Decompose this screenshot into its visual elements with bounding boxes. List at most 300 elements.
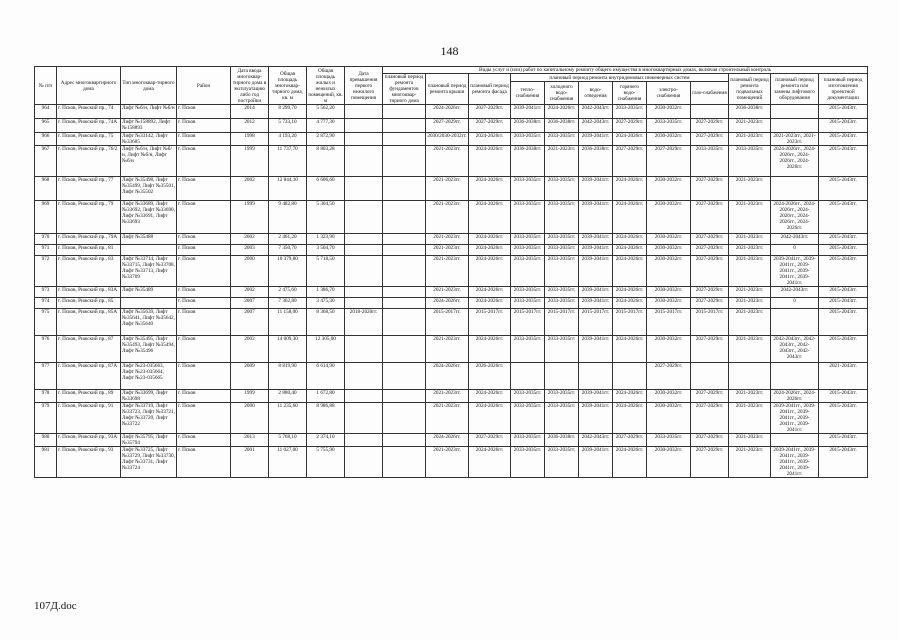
header-works-group: Виды услуг и (или) работ по капитальному ремонту общего имущества в многоквартирных домах, включая строительный контроль: [383, 67, 868, 74]
row-cell-hot-water: 2024-2026гг.: [613, 403, 647, 434]
row-elevator-type: Лифт №33719, Лифт №33723, Лифт №33721, Лифт №33720, Лифт №33722: [121, 403, 177, 434]
row-address: г. Псков, Рижский пр., 76/2: [57, 146, 121, 177]
row-cell-gas: 2033-2035гг.: [691, 146, 729, 177]
row-cell-elevator: 2042-2043гг.: [771, 234, 819, 245]
row-cell-electricity: 2030-2032гг.: [647, 447, 691, 478]
row-cell-cold-water: 2033-2035гг.: [545, 133, 579, 146]
row-cell-foundation: [383, 403, 426, 434]
row-address: г. Псков, Рижский пр., 89: [57, 390, 121, 403]
row-year: 1998: [231, 133, 269, 146]
row-cell-hot-water: 2027-2029гг.: [613, 119, 647, 133]
row-cell-gas: 2027-2029гг.: [691, 177, 729, 201]
row-cell-elevator: [771, 177, 819, 201]
row-total-area: 5 733,10: [269, 119, 307, 133]
row-cell-hot-water: 2024-2026гг.: [613, 287, 647, 298]
row-elevator-type: Лифт №33725, Лифт №33729, Лифт №33730, Лифт №33731, Лифт №33724: [121, 447, 177, 478]
row-cell-design: 2015-2043гг.: [819, 309, 868, 336]
row-address: г. Псков, Рижский пр., 81: [57, 245, 121, 256]
row-cell-roof: 2024-2026гг.: [426, 298, 469, 309]
row-cell-facade: 2024-2026гг.: [469, 287, 511, 298]
row-residential-area: 8 803,28: [307, 146, 345, 177]
row-cell-design: 2015-2043гг.: [819, 146, 868, 177]
row-elevator-type: Лифт №33689, Лифт №33692, Лифт №33690, Лифт №33691, Лифт №33693: [121, 201, 177, 234]
row-address: г. Псков, Рижский пр., 93: [57, 447, 121, 478]
row-cell-foundation: [383, 256, 426, 287]
table-row: [35, 447, 868, 478]
row-cell-roof: 2021-2023гг.: [426, 177, 469, 201]
row-cell-gas: [691, 363, 729, 390]
table-row: [35, 403, 868, 434]
row-cell-cold-water: 2033-2035гг.: [545, 201, 579, 234]
row-cell-elevator: 2042-2043гг.: [771, 287, 819, 298]
row-cell-facade: 2026-2026гг.: [469, 363, 511, 390]
row-cell-electricity: 2030-2032гг.: [647, 201, 691, 234]
header-col-roof: плановый период ремонта крыши: [426, 74, 469, 105]
row-cell-cold-water: 2036-2038гг.: [545, 434, 579, 447]
row-cell-elevator: 2039-2041гг., 2039-2041гг., 2039-2041гг., 2039-2041гг., 2039-2041гг.: [771, 403, 819, 434]
row-cell-hot-water: 2024-2026гг.: [613, 177, 647, 201]
table-row: [35, 105, 868, 119]
row-district: г. Псков: [177, 146, 231, 177]
table-row: [35, 336, 868, 363]
row-number: 964: [35, 105, 57, 119]
row-address: г. Псков, Рижский пр., 85А: [57, 309, 121, 336]
row-district: г. Псков: [177, 177, 231, 201]
row-cell-gas: 2027-2029гг.: [691, 390, 729, 403]
row-cell-hot-water: 2015-2017гг.: [613, 309, 647, 336]
row-number: 978: [35, 390, 57, 403]
row-cell-heating: 2033-2035гг.: [511, 256, 545, 287]
row-cell-roof: 2021-2023гг.: [426, 403, 469, 434]
row-cell-basement: 2036-2038гг.: [729, 105, 771, 119]
header-residential-area: Общая площадь жилых и нежилых помещений, кв. м: [308, 67, 343, 104]
row-residential-area: 2 374,10: [307, 434, 345, 447]
row-cell-design: 2021-2043гг.: [819, 363, 868, 390]
row-number: 972: [35, 256, 57, 287]
row-cell-electricity: 2030-2032гг.: [647, 245, 691, 256]
row-number: 966: [35, 133, 57, 146]
row-total-area: 2 880,40: [269, 390, 307, 403]
row-total-area: 11 027,00: [269, 447, 307, 478]
row-cell-hot-water: 2033-2035гг.: [613, 105, 647, 119]
table-row: [35, 390, 868, 403]
row-cell-heating: 2036-2038гг.: [511, 146, 545, 177]
row-cell-elevator: [771, 363, 819, 390]
row-cell-basement: 2021-2023гг.: [729, 256, 771, 287]
row-cell-basement: 2021-2023гг.: [729, 234, 771, 245]
row-cell-cold-water: [545, 363, 579, 390]
row-cell-basement: 2021-2023гг.: [729, 390, 771, 403]
row-residential-area: 5 718,50: [307, 256, 345, 287]
row-number: 971: [35, 245, 57, 256]
row-cell-cold-water: 2033-2035гг.: [545, 177, 579, 201]
row-cell-foundation: [383, 287, 426, 298]
row-district: г. Псков: [177, 256, 231, 287]
row-cell-facade: 2024-2026гг.: [469, 256, 511, 287]
row-elevator-type: Лифт №158892, Лифт №158893: [121, 119, 177, 133]
table-row: [35, 245, 868, 256]
row-address: г. Псков, Рижский пр., 87: [57, 336, 121, 363]
row-year: 2007: [231, 298, 269, 309]
row-number: 975: [35, 309, 57, 336]
row-residential-area: 3 475,30: [307, 298, 345, 309]
row-elevator-type: [121, 245, 177, 256]
row-residential-area: 8 986,88: [307, 403, 345, 434]
row-cell-electricity: 2033-2035гг.: [647, 119, 691, 133]
row-cell-elevator: 2021-2023гг., 2021-2023гг.: [771, 133, 819, 146]
row-number: 969: [35, 201, 57, 234]
row-year: 2001: [231, 447, 269, 478]
row-cell-electricity: 2030-2032гг.: [647, 234, 691, 245]
row-residential-area: 1 386,70: [307, 287, 345, 298]
row-number: 974: [35, 298, 57, 309]
row-cell-cold-water: 2033-2035гг.: [545, 245, 579, 256]
row-cell-drainage: 2039-2041гг.: [579, 245, 613, 256]
row-residential-area: 5 562,20: [307, 105, 345, 119]
row-elevator-type: Лифт №35639, Лифт №35641, Лифт №35642, Лифт №35640: [121, 309, 177, 336]
row-district: г. Псков: [177, 403, 231, 434]
row-address: г. Псков, Рижский пр., 91: [57, 403, 121, 434]
row-cell-drainage: 2039-2041гг.: [579, 201, 613, 234]
row-cell-facade: 2024-2026гг.: [469, 177, 511, 201]
row-cell-drainage: 2039-2041гг.: [579, 390, 613, 403]
row-number: 970: [35, 234, 57, 245]
row-cell-hot-water: 2024-2026гг.: [613, 245, 647, 256]
row-cell-heating: 2033-2035гг.: [511, 434, 545, 447]
footer-filename: 107Д.doc: [34, 600, 77, 612]
table-header: [35, 67, 868, 105]
row-cell-basement: [729, 363, 771, 390]
row-number: 973: [35, 287, 57, 298]
row-cell-gas: 2027-2029гг.: [691, 287, 729, 298]
row-residential-area: 6 606,60: [307, 177, 345, 201]
row-elevator-type: Лифт №б/н, Лифт №б/н: [121, 105, 177, 119]
table-row: [35, 119, 868, 133]
row-cell-design: 2015-2043гг.: [819, 119, 868, 133]
header-col-elevator: плановый период ремонта или замены лифтового оборудования: [771, 74, 819, 105]
row-year: 2014: [231, 105, 269, 119]
row-nonresidential-date: [345, 403, 383, 434]
row-number: 965: [35, 119, 57, 133]
row-cell-heating: 2033-2035гг.: [511, 403, 545, 434]
row-cell-cold-water: 2033-2035гг.: [545, 447, 579, 478]
row-cell-facade: 2027-2029гг.: [469, 119, 511, 133]
row-cell-drainage: 2042-2043гг.: [579, 119, 613, 133]
row-total-area: 7 350,70: [269, 245, 307, 256]
row-year: 2000: [231, 403, 269, 434]
row-total-area: 9 482,80: [269, 201, 307, 234]
row-nonresidential-date: [345, 336, 383, 363]
row-cell-elevator: 2039-2041гг., 2039-2041гг., 2039-2041гг., 2039-2041гг., 2039-2041гг.: [771, 447, 819, 478]
row-elevator-type: Лифт №35489: [121, 287, 177, 298]
row-cell-hot-water: 2024-2026гг.: [613, 390, 647, 403]
row-cell-foundation: [383, 309, 426, 336]
row-cell-heating: 2033-2035гг.: [511, 133, 545, 146]
row-cell-elevator: 2042-2043гг., 2042-2043гг., 2042-2043гг., 2042-2043гг.: [771, 336, 819, 363]
row-cell-hot-water: 2027-2029гг.: [613, 434, 647, 447]
row-cell-basement: 2021-2023гг.: [729, 309, 771, 336]
row-cell-cold-water: 2033-2035гг.: [545, 336, 579, 363]
repair-schedule-table: [34, 66, 868, 478]
row-cell-heating: 2033-2035гг.: [511, 447, 545, 478]
row-cell-roof: 2021-2023гг.: [426, 146, 469, 177]
row-cell-roof: 2030/2030-2032гг.: [426, 133, 469, 146]
row-address: г. Псков, Рижский пр., 77: [57, 177, 121, 201]
header-address: Адрес многоквартирного дома: [57, 67, 121, 105]
row-number: 968: [35, 177, 57, 201]
row-district: г. Псков: [177, 309, 231, 336]
row-district: г. Псков: [177, 201, 231, 234]
row-cell-basement: 2033-2035гг.: [729, 146, 771, 177]
row-cell-cold-water: 2021-2023гг.: [545, 146, 579, 177]
row-cell-hot-water: 2024-2026гг.: [613, 256, 647, 287]
row-total-area: 12 844,10: [269, 177, 307, 201]
row-total-area: 14 009,30: [269, 336, 307, 363]
row-cell-roof: 2021-2023гг.: [426, 256, 469, 287]
header-col-basement: плановый период ремонта подвальных помещений: [729, 74, 771, 105]
row-cell-electricity: 2027-2029гг.: [647, 363, 691, 390]
row-cell-gas: 2027-2029гг.: [691, 119, 729, 133]
row-nonresidential-date: [345, 105, 383, 119]
table-row: [35, 177, 868, 201]
row-cell-cold-water: 2033-2035гг.: [545, 256, 579, 287]
row-cell-drainage: 2039-2041гг.: [579, 403, 613, 434]
row-address: г. Псков, Рижский пр., 83: [57, 256, 121, 287]
row-cell-elevator: [771, 119, 819, 133]
row-district: г. Псков: [177, 363, 231, 390]
row-cell-drainage: 2039-2041гг.: [579, 177, 613, 201]
row-cell-gas: 2027-2029гг.: [691, 133, 729, 146]
row-residential-area: 6 614,90: [307, 363, 345, 390]
row-elevator-type: [121, 298, 177, 309]
row-cell-design: 2015-2043гг.: [819, 105, 868, 119]
row-cell-drainage: 2039-2041гг.: [579, 298, 613, 309]
row-total-area: 11 158,00: [269, 309, 307, 336]
row-cell-gas: 2027-2029гг.: [691, 298, 729, 309]
row-cell-heating: 2036-2038гг.: [511, 119, 545, 133]
row-residential-area: 1 672,80: [307, 390, 345, 403]
header-col-cold-water: холодного водо-снабжения: [545, 82, 579, 105]
row-cell-roof: 2015-2017гг.: [426, 309, 469, 336]
row-cell-roof: 2024-2026гг.: [426, 363, 469, 390]
row-cell-electricity: 2030-2032гг.: [647, 298, 691, 309]
row-cell-drainage: 2015-2017гг.: [579, 309, 613, 336]
row-cell-heating: 2039-2041гг.: [511, 105, 545, 119]
row-district: г. Псков: [177, 287, 231, 298]
row-year: 1999: [231, 201, 269, 234]
row-elevator-type: Лифт №23-035663, Лифт №23-035664, Лифт №23-035665: [121, 363, 177, 390]
row-district: г. Псков: [177, 434, 231, 447]
row-cell-elevator: 2039-2041гг., 2039-2041гг., 2039-2041гг., 2039-2041гг., 2039-2041гг.: [771, 256, 819, 287]
row-cell-hot-water: [613, 363, 647, 390]
header-col-gas: газо-снабжения: [691, 82, 729, 105]
row-cell-gas: 2027-2029гг.: [691, 447, 729, 478]
row-cell-heating: 2015-2017гг.: [511, 309, 545, 336]
row-cell-heating: 2033-2035гг.: [511, 336, 545, 363]
row-cell-gas: 2027-2029гг.: [691, 245, 729, 256]
row-cell-electricity: 2030-2032гг.: [647, 287, 691, 298]
row-district: г. Псков: [177, 336, 231, 363]
row-cell-drainage: 2039-2041гг.: [579, 287, 613, 298]
row-nonresidential-date: [345, 390, 383, 403]
row-nonresidential-date: [345, 245, 383, 256]
row-cell-roof: 2021-2023гг.: [426, 287, 469, 298]
row-cell-heating: 2033-2035гг.: [511, 390, 545, 403]
row-year: 2002: [231, 287, 269, 298]
row-cell-electricity: 2030-2032гг.: [647, 177, 691, 201]
row-cell-foundation: [383, 390, 426, 403]
row-cell-electricity: 2033-2035гг.: [647, 434, 691, 447]
row-cell-electricity: 2030-2032гг.: [647, 105, 691, 119]
row-total-area: 2 475,60: [269, 287, 307, 298]
row-cell-foundation: [383, 133, 426, 146]
page-number: 148: [440, 44, 459, 58]
row-cell-basement: 2021-2023гг.: [729, 447, 771, 478]
row-residential-area: 5 304,50: [307, 201, 345, 234]
row-cell-foundation: [383, 146, 426, 177]
row-cell-basement: 2021-2023гг.: [729, 245, 771, 256]
row-cell-elevator: 0: [771, 245, 819, 256]
row-residential-area: 4 777,30: [307, 119, 345, 133]
row-cell-basement: 2021-2023гг.: [729, 133, 771, 146]
row-residential-area: 3 504,70: [307, 245, 345, 256]
row-cell-drainage: 2039-2041гг.: [579, 234, 613, 245]
row-nonresidential-date: [345, 434, 383, 447]
table-row: [35, 234, 868, 245]
row-total-area: 4 193,20: [269, 133, 307, 146]
row-cell-electricity: 2030-2032гг.: [647, 336, 691, 363]
row-cell-design: 2015-2043гг.: [819, 201, 868, 234]
row-year: 2002: [231, 336, 269, 363]
row-cell-cold-water: 2033-2035гг.: [545, 298, 579, 309]
row-cell-drainage: 2039-2041гг.: [579, 336, 613, 363]
row-cell-facade: 2024-2026гг.: [469, 133, 511, 146]
row-nonresidential-date: [345, 201, 383, 234]
header-col-design: плановый период изготовления проектной документации: [819, 74, 868, 105]
row-district: г. Псков: [177, 234, 231, 245]
row-cell-facade: 2027-2029гг.: [469, 105, 511, 119]
row-cell-design: 2015-2043гг.: [819, 336, 868, 363]
row-cell-elevator: [771, 105, 819, 119]
row-cell-heating: 2033-2035гг.: [511, 287, 545, 298]
row-residential-area: 1 323,90: [307, 234, 345, 245]
header-engineering-systems: плановый период ремонта внутридомовых инженерных систем: [511, 74, 729, 82]
row-cell-cold-water: 2033-2035гг.: [545, 390, 579, 403]
row-elevator-type: Лифт №35498, Лифт №35499, Лифт №35501, Лифт №35502: [121, 177, 177, 201]
row-cell-heating: 2033-2035гг.: [511, 298, 545, 309]
row-nonresidential-date: [345, 119, 383, 133]
header-col-heating: тепло-снабжения: [511, 82, 545, 105]
row-number: 979: [35, 403, 57, 434]
row-cell-foundation: [383, 336, 426, 363]
row-cell-design: 2015-2043гг.: [819, 447, 868, 478]
row-cell-facade: 2024-2026гг.: [469, 234, 511, 245]
row-cell-facade: 2024-2026гг.: [469, 245, 511, 256]
row-total-area: 10 379,80: [269, 256, 307, 287]
row-cell-foundation: [383, 363, 426, 390]
table-row: [35, 434, 868, 447]
row-cell-foundation: [383, 298, 426, 309]
row-cell-heating: 2033-2035гг.: [511, 201, 545, 234]
row-cell-gas: 2027-2029гг.: [691, 256, 729, 287]
header-col-electricity: электро-снабжения: [647, 82, 691, 105]
header-year: Дата ввода многоквар-тирного дома в эксплуатацию либо год постройки: [231, 67, 269, 105]
row-cell-hot-water: 2024-2026гг.: [613, 336, 647, 363]
row-cell-design: 2015-2043гг.: [819, 287, 868, 298]
row-cell-foundation: [383, 105, 426, 119]
row-cell-drainage: 2039-2041гг.: [579, 133, 613, 146]
row-cell-roof: 2021-2023гг.: [426, 245, 469, 256]
row-cell-elevator: [771, 309, 819, 336]
table-body: [35, 105, 868, 478]
row-elevator-type: Лифт №35795, Лифт №35794: [121, 434, 177, 447]
row-district: г. Псков: [177, 119, 231, 133]
row-cell-hot-water: 2027-2029гг.: [613, 146, 647, 177]
row-total-area: 8 819,90: [269, 363, 307, 390]
row-nonresidential-date: 2018-2020гг.: [345, 309, 383, 336]
header-district: Район: [177, 67, 231, 105]
row-cell-facade: 2024-2026гг.: [469, 403, 511, 434]
row-cell-roof: 2021-2023гг.: [426, 447, 469, 478]
row-cell-gas: 2027-2029гг.: [691, 201, 729, 234]
row-cell-elevator: 2024-2026гг., 2024-2026гг., 2024-2026гг., 2024-2026гг.: [771, 146, 819, 177]
row-cell-design: 2015-2043гг.: [819, 298, 868, 309]
row-cell-facade: 2024-2026гг.: [469, 201, 511, 234]
row-number: 967: [35, 146, 57, 177]
row-cell-electricity: 2027-2029гг.: [647, 146, 691, 177]
row-address: г. Псков, Рижский пр., 79: [57, 201, 121, 234]
header-total-area: Общая площадь многоквар-тирного дома, кв. м: [269, 67, 307, 105]
row-district: г. Псков: [177, 298, 231, 309]
row-cell-elevator: [771, 434, 819, 447]
row-nonresidential-date: [345, 447, 383, 478]
row-total-area: 5 768,10: [269, 434, 307, 447]
row-cell-electricity: 2030-2032гг.: [647, 403, 691, 434]
row-cell-electricity: 2030-2032гг.: [647, 256, 691, 287]
row-address: г. Псков, Рижский пр., 74А: [57, 119, 121, 133]
row-district: г. Псков: [177, 133, 231, 146]
header-nonresidential-date: Дата превышения первого нежилого помещения: [345, 67, 383, 105]
row-year: 2003: [231, 245, 269, 256]
row-cell-cold-water: 2036-2038гг.: [545, 119, 579, 133]
row-cell-foundation: [383, 447, 426, 478]
row-cell-roof: 2021-2023гг.: [426, 234, 469, 245]
row-cell-foundation: [383, 119, 426, 133]
row-district: г. Псков: [177, 105, 231, 119]
row-cell-basement: 2021-2023гг.: [729, 177, 771, 201]
row-year: 1999: [231, 390, 269, 403]
row-residential-area: 5 755,90: [307, 447, 345, 478]
row-residential-area: 12 305,00: [307, 336, 345, 363]
table-row: [35, 298, 868, 309]
row-cell-roof: 2021-2023гг.: [426, 390, 469, 403]
row-district: г. Псков: [177, 447, 231, 478]
row-nonresidential-date: [345, 133, 383, 146]
row-year: 2000: [231, 256, 269, 287]
row-cell-basement: 2021-2023гг.: [729, 287, 771, 298]
row-cell-roof: 2024-2026гг.: [426, 434, 469, 447]
table-row: [35, 363, 868, 390]
row-cell-drainage: 2042-2043гг.: [579, 434, 613, 447]
row-cell-foundation: [383, 434, 426, 447]
row-cell-roof: 2024-2026гг.: [426, 105, 469, 119]
row-cell-facade: 2024-2026гг.: [469, 298, 511, 309]
row-number: 977: [35, 363, 57, 390]
row-cell-facade: 2024-2026гг.: [469, 447, 511, 478]
header-col-drainage: водо-отведения: [579, 82, 613, 105]
row-cell-design: 2015-2043гг.: [819, 403, 868, 434]
row-cell-heating: 2033-2035гг.: [511, 245, 545, 256]
